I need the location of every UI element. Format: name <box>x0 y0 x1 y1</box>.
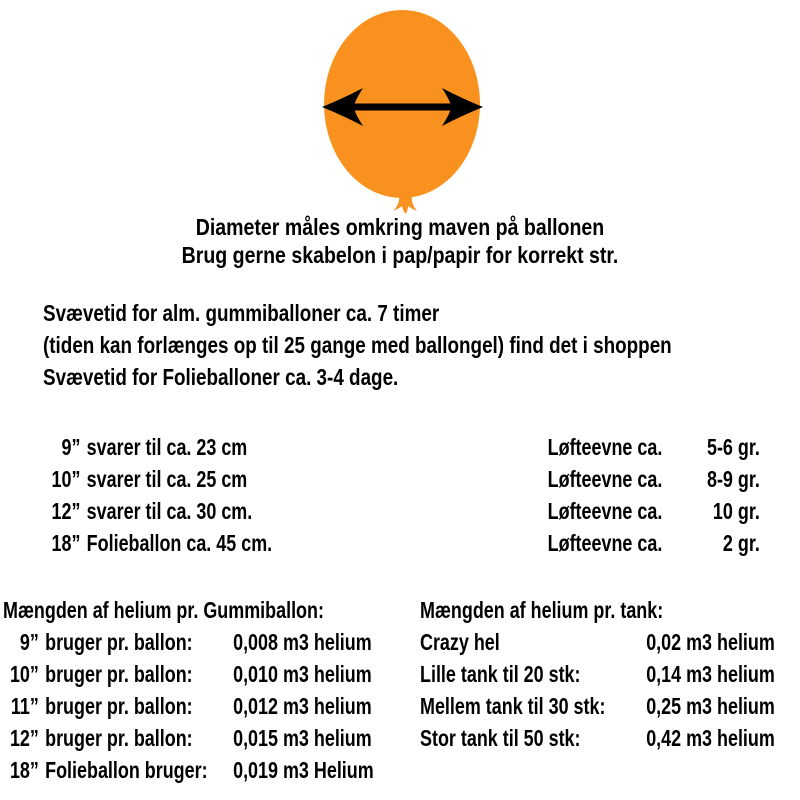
row-left <box>3 722 233 754</box>
tank-label: Crazy hel <box>420 629 500 655</box>
usage-label: bruger pr. ballon: <box>45 661 193 687</box>
usage-label: bruger pr. ballon: <box>45 725 193 751</box>
helium-balloon-row <box>3 690 374 722</box>
size-inches: 9” <box>61 434 81 460</box>
spacer <box>247 431 547 463</box>
tank-label: Stor tank til 50 stk: <box>420 725 581 751</box>
lift-value: 8-9 gr. <box>706 466 760 492</box>
row-left <box>3 754 233 786</box>
spacer <box>247 463 547 495</box>
spacer <box>272 527 548 559</box>
helium-balloon-row <box>3 722 374 754</box>
float-time-line-3: Svævetid for Folieballoner ca. 3-4 dage. <box>43 364 399 390</box>
caption-line-2: Brug gerne skabelon i pap/papir for korrekt str. <box>181 242 619 268</box>
spacer <box>252 495 547 527</box>
row-left <box>3 658 233 690</box>
helium-tank-title: Mængden af helium pr. tank: <box>420 597 664 623</box>
float-time-line-1: Svævetid for alm. gummiballoner ca. 7 timer <box>43 300 440 326</box>
helium-per-balloon-section <box>3 594 374 786</box>
lift-label: Løfteevne ca. <box>547 498 663 524</box>
helium-balloon-row <box>3 658 374 690</box>
helium-amount: 0,012 m3 helium <box>233 693 372 719</box>
size-inches: 18” <box>51 530 81 556</box>
size-equivalent: svarer til ca. 30 cm. <box>86 498 253 524</box>
diameter-arrow-shaft <box>348 104 458 111</box>
helium-amount: 0,25 m3 helium <box>646 693 775 719</box>
usage-label: bruger pr. ballon: <box>45 629 193 655</box>
size-row <box>43 495 760 527</box>
lift-label: Løfteevne ca. <box>547 466 663 492</box>
lift-value: 5-6 gr. <box>706 434 760 460</box>
helium-amount: 0,02 m3 helium <box>646 629 775 655</box>
size-row <box>43 431 760 463</box>
float-time-line-2: (tiden kan forlænges op til 25 gange med ballongel) find det i shoppen <box>43 332 672 358</box>
helium-per-tank-section <box>420 594 775 754</box>
diameter-caption <box>60 213 740 269</box>
usage-label: bruger pr. ballon: <box>45 693 193 719</box>
helium-tank-row <box>420 658 775 690</box>
helium-tank-row <box>420 690 775 722</box>
balloon-size: 10” <box>9 661 39 687</box>
tank-label: Mellem tank til 30 stk: <box>420 693 606 719</box>
tank-label: Lille tank til 20 stk: <box>420 661 581 687</box>
caption-line-1: Diameter måles omkring maven på ballonen <box>195 214 605 240</box>
size-equivalent: svarer til ca. 23 cm <box>86 434 248 460</box>
helium-tank-row <box>420 722 775 754</box>
size-row <box>43 463 760 495</box>
balloon-diameter-figure <box>318 2 488 218</box>
balloon-size: 11” <box>10 693 39 719</box>
size-inches: 12” <box>51 498 81 524</box>
row-left <box>3 690 233 722</box>
size-conversion-table <box>43 431 760 559</box>
size-inches: 10” <box>51 466 81 492</box>
helium-amount: 0,008 m3 helium <box>233 629 372 655</box>
balloon-size: 12” <box>9 725 39 751</box>
helium-amount: 0,42 m3 helium <box>646 725 775 751</box>
balloon-size: 18” <box>9 757 39 783</box>
helium-amount: 0,015 m3 helium <box>233 725 372 751</box>
size-equivalent: Folieballon ca. 45 cm. <box>86 530 273 556</box>
helium-amount: 0,010 m3 helium <box>233 661 372 687</box>
helium-balloon-row <box>3 626 374 658</box>
size-equivalent: svarer til ca. 25 cm <box>86 466 248 492</box>
helium-tank-row <box>420 626 775 658</box>
lift-value: 10 gr. <box>712 498 760 524</box>
row-left <box>3 626 233 658</box>
lift-label: Løfteevne ca. <box>547 530 663 556</box>
float-time-info <box>43 297 672 393</box>
helium-amount: 0,019 m3 Helium <box>233 757 374 783</box>
lift-label: Løfteevne ca. <box>547 434 663 460</box>
helium-amount: 0,14 m3 helium <box>646 661 775 687</box>
size-row <box>43 527 760 559</box>
balloon-size: 9” <box>19 629 39 655</box>
helium-balloon-row <box>3 754 374 786</box>
lift-value: 2 gr. <box>722 530 760 556</box>
usage-label: Folieballon bruger: <box>45 757 208 783</box>
helium-balloon-title: Mængden af helium pr. Gummiballon: <box>3 597 324 623</box>
